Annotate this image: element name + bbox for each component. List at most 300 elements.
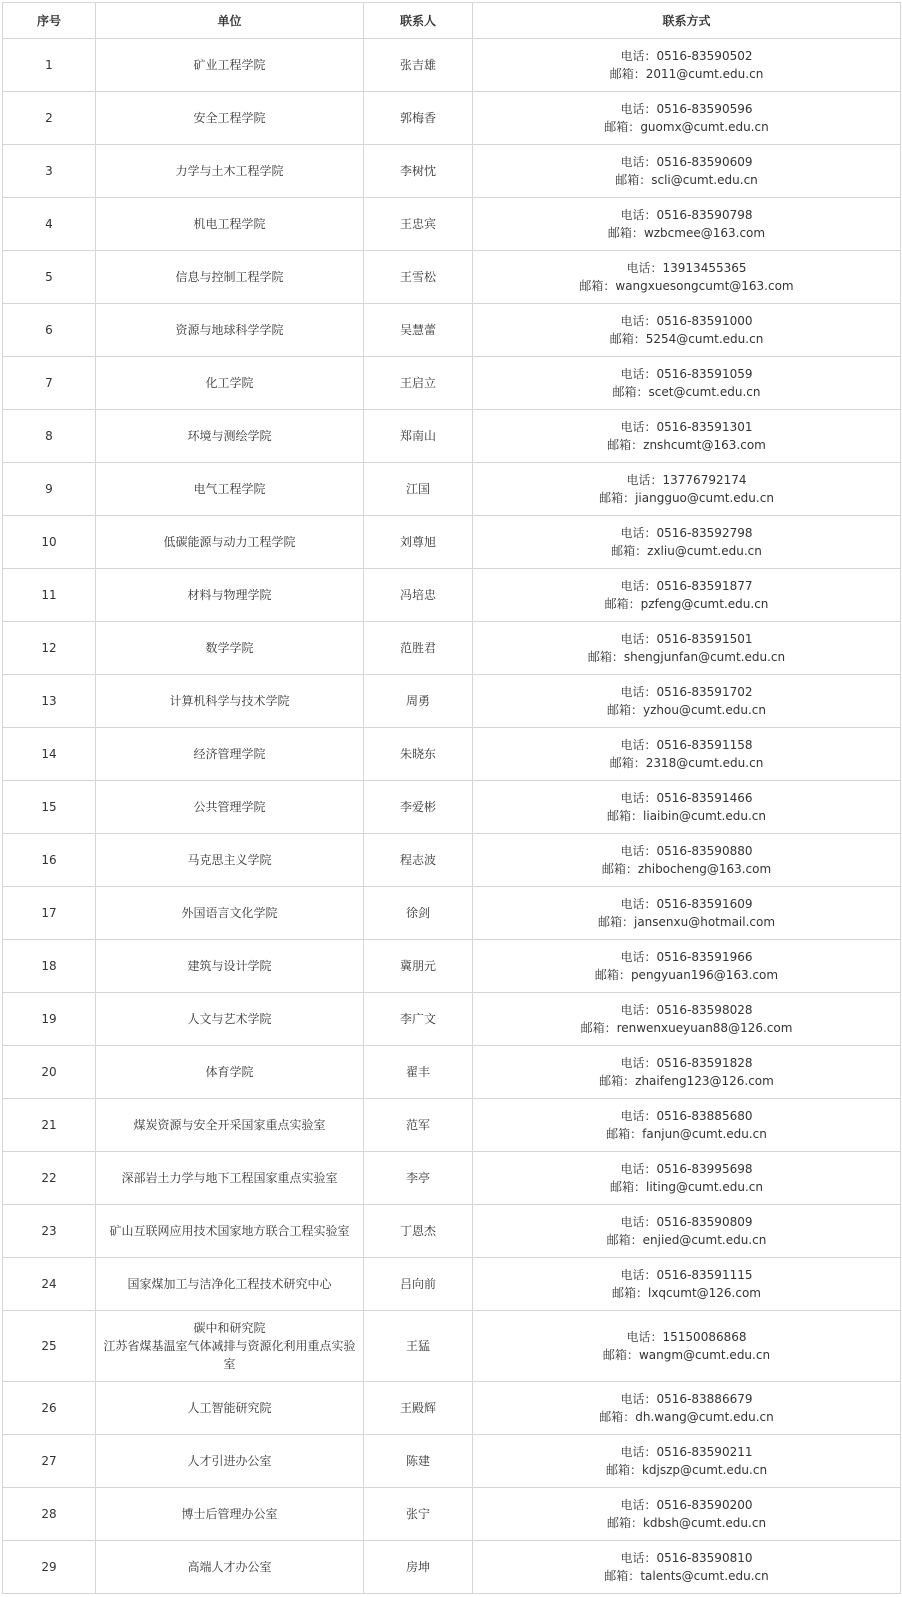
phone-label: 电话： <box>620 1392 657 1406</box>
table-row <box>3 410 901 463</box>
phone-line <box>477 789 896 807</box>
phone-label: 电话： <box>620 579 657 593</box>
email-label: 邮箱： <box>601 862 638 876</box>
email-label: 邮箱： <box>606 1233 643 1247</box>
email-line <box>477 171 896 189</box>
phone-line <box>477 1213 896 1231</box>
email-label: 邮箱： <box>605 1463 642 1477</box>
unit-name: 低碳能源与动力工程学院 <box>163 535 296 549</box>
email-value: renwenxueyuan88@126.com <box>616 1021 793 1035</box>
row-contact-person: 李亭 <box>364 1152 473 1205</box>
row-unit <box>96 993 364 1046</box>
email-label: 邮箱： <box>609 67 646 81</box>
email-value: liting@cumt.edu.cn <box>646 1180 763 1194</box>
phone-value: 0516-83591115 <box>656 1268 753 1282</box>
email-line <box>477 224 896 242</box>
row-index: 7 <box>3 357 96 410</box>
phone-line <box>477 418 896 436</box>
row-index: 13 <box>3 675 96 728</box>
phone-value: 0516-83590596 <box>656 102 753 116</box>
email-value: wangm@cumt.edu.cn <box>638 1348 771 1362</box>
phone-value: 0516-83591301 <box>656 420 753 434</box>
email-label: 邮箱： <box>604 597 641 611</box>
row-index: 26 <box>3 1382 96 1435</box>
phone-line <box>477 259 896 277</box>
phone-value: 0516-83590810 <box>656 1551 753 1565</box>
row-contact-method <box>473 1311 901 1382</box>
table-row <box>3 940 901 993</box>
row-unit <box>96 675 364 728</box>
row-index: 11 <box>3 569 96 622</box>
row-unit <box>96 1099 364 1152</box>
phone-value: 0516-83590211 <box>656 1445 753 1459</box>
email-label: 邮箱： <box>599 1074 636 1088</box>
row-contact-person: 李广文 <box>364 993 473 1046</box>
table-row <box>3 1152 901 1205</box>
row-index: 17 <box>3 887 96 940</box>
email-line <box>477 489 896 507</box>
row-contact-person: 王殿辉 <box>364 1382 473 1435</box>
email-value: zhaifeng123@126.com <box>635 1074 774 1088</box>
row-contact-method <box>473 251 901 304</box>
row-unit <box>96 834 364 887</box>
email-label: 邮箱： <box>610 1180 647 1194</box>
row-unit <box>96 1435 364 1488</box>
table-row <box>3 1311 901 1382</box>
email-line <box>477 277 896 295</box>
row-contact-person: 郑南山 <box>364 410 473 463</box>
phone-line <box>477 365 896 383</box>
row-contact-person: 周勇 <box>364 675 473 728</box>
row-index: 24 <box>3 1258 96 1311</box>
phone-line <box>477 1328 896 1346</box>
table-row <box>3 39 901 92</box>
row-contact-person: 翟丰 <box>364 1046 473 1099</box>
row-contact-person: 陈建 <box>364 1435 473 1488</box>
phone-line <box>477 1266 896 1284</box>
row-unit <box>96 1382 364 1435</box>
row-contact-method <box>473 781 901 834</box>
phone-line <box>477 100 896 118</box>
email-line <box>477 1284 896 1302</box>
phone-value: 0516-83598028 <box>656 1003 753 1017</box>
email-line <box>477 1567 896 1585</box>
row-unit <box>96 1488 364 1541</box>
row-index: 19 <box>3 993 96 1046</box>
email-value: lxqcumt@126.com <box>648 1286 761 1300</box>
row-contact-person: 冯培忠 <box>364 569 473 622</box>
row-contact-method <box>473 940 901 993</box>
row-index: 16 <box>3 834 96 887</box>
email-line <box>477 1231 896 1249</box>
row-contact-method <box>473 887 901 940</box>
unit-name: 外国语言文化学院 <box>181 906 278 920</box>
row-unit <box>96 516 364 569</box>
phone-line <box>477 312 896 330</box>
phone-label: 电话： <box>620 1551 657 1565</box>
phone-value: 0516-83591466 <box>656 791 753 805</box>
email-label: 邮箱： <box>607 809 644 823</box>
table-row <box>3 92 901 145</box>
row-index: 25 <box>3 1311 96 1382</box>
unit-name: 人工智能研究院 <box>187 1401 272 1415</box>
phone-value: 0516-83591000 <box>656 314 753 328</box>
row-contact-method <box>473 993 901 1046</box>
row-contact-method <box>473 1205 901 1258</box>
phone-label: 电话： <box>626 1330 663 1344</box>
table-row <box>3 622 901 675</box>
email-line <box>477 966 896 984</box>
phone-value: 0516-83591877 <box>656 579 753 593</box>
row-index: 23 <box>3 1205 96 1258</box>
unit-name: 建筑与设计学院 <box>187 959 272 973</box>
email-value: wangxuesongcumt@163.com <box>615 279 794 293</box>
phone-value: 0516-83590200 <box>656 1498 753 1512</box>
row-unit <box>96 887 364 940</box>
table-row <box>3 1099 901 1152</box>
email-value: jansenxu@hotmail.com <box>633 915 776 929</box>
email-value: guomx@cumt.edu.cn <box>640 120 769 134</box>
row-contact-method <box>473 39 901 92</box>
phone-value: 13913455365 <box>662 261 747 275</box>
row-unit <box>96 622 364 675</box>
phone-label: 电话： <box>626 473 663 487</box>
table-row <box>3 357 901 410</box>
email-label: 邮箱： <box>599 491 636 505</box>
phone-label: 电话： <box>620 632 657 646</box>
email-line <box>477 701 896 719</box>
phone-value: 0516-83591966 <box>656 950 753 964</box>
phone-value: 0516-83590798 <box>656 208 753 222</box>
header-unit: 单位 <box>96 3 364 39</box>
table-row <box>3 1541 901 1594</box>
table-row <box>3 1205 901 1258</box>
email-line <box>477 754 896 772</box>
email-line <box>477 648 896 666</box>
row-unit <box>96 569 364 622</box>
table-row <box>3 728 901 781</box>
phone-label: 电话： <box>620 897 657 911</box>
unit-name: 博士后管理办公室 <box>181 1507 278 1521</box>
row-contact-person: 徐剑 <box>364 887 473 940</box>
row-contact-method <box>473 304 901 357</box>
email-value: fanjun@cumt.edu.cn <box>642 1127 767 1141</box>
email-value: kdjszp@cumt.edu.cn <box>641 1463 768 1477</box>
row-unit <box>96 92 364 145</box>
row-contact-method <box>473 357 901 410</box>
row-contact-person: 王忠宾 <box>364 198 473 251</box>
phone-label: 电话： <box>620 49 657 63</box>
unit-name: 机电工程学院 <box>193 217 266 231</box>
row-index: 20 <box>3 1046 96 1099</box>
email-line <box>477 1178 896 1196</box>
email-label: 邮箱： <box>587 650 624 664</box>
table-row <box>3 1488 901 1541</box>
email-line <box>477 807 896 825</box>
header-index: 序号 <box>3 3 96 39</box>
row-unit <box>96 1311 364 1382</box>
email-line <box>477 595 896 613</box>
table-row <box>3 781 901 834</box>
phone-line <box>477 1054 896 1072</box>
email-line <box>477 1408 896 1426</box>
phone-line <box>477 47 896 65</box>
row-contact-person: 张吉雄 <box>364 39 473 92</box>
email-label: 邮箱： <box>579 279 616 293</box>
table-row <box>3 569 901 622</box>
row-unit <box>96 39 364 92</box>
email-label: 邮箱： <box>609 332 646 346</box>
row-contact-method <box>473 1435 901 1488</box>
row-contact-person: 房坤 <box>364 1541 473 1594</box>
row-unit <box>96 1046 364 1099</box>
email-line <box>477 383 896 401</box>
row-contact-person: 程志波 <box>364 834 473 887</box>
row-index: 2 <box>3 92 96 145</box>
unit-name: 计算机科学与技术学院 <box>169 694 290 708</box>
unit-name: 体育学院 <box>205 1065 254 1079</box>
unit-name: 人才引进办公室 <box>187 1454 272 1468</box>
phone-line <box>477 153 896 171</box>
unit-name: 力学与土木工程学院 <box>175 164 284 178</box>
table-row <box>3 463 901 516</box>
phone-value: 0516-83592798 <box>656 526 753 540</box>
row-unit <box>96 1205 364 1258</box>
table-row <box>3 834 901 887</box>
phone-value: 0516-83591609 <box>656 897 753 911</box>
row-unit <box>96 728 364 781</box>
email-value: shengjunfan@cumt.edu.cn <box>623 650 786 664</box>
phone-label: 电话： <box>620 1162 657 1176</box>
unit-name: 经济管理学院 <box>193 747 266 761</box>
email-value: 2318@cumt.edu.cn <box>645 756 764 770</box>
phone-line <box>477 895 896 913</box>
table-row <box>3 145 901 198</box>
phone-value: 0516-83591158 <box>656 738 753 752</box>
row-index: 22 <box>3 1152 96 1205</box>
email-label: 邮箱： <box>599 1410 636 1424</box>
unit-name: 安全工程学院 <box>193 111 266 125</box>
email-value: zxliu@cumt.edu.cn <box>647 544 762 558</box>
row-contact-person: 李爱彬 <box>364 781 473 834</box>
phone-value: 0516-83590880 <box>656 844 753 858</box>
contact-table <box>2 2 901 1594</box>
phone-label: 电话： <box>620 791 657 805</box>
email-line <box>477 330 896 348</box>
email-line <box>477 860 896 878</box>
row-contact-method <box>473 1541 901 1594</box>
email-value: scli@cumt.edu.cn <box>651 173 758 187</box>
phone-value: 0516-83995698 <box>656 1162 753 1176</box>
row-contact-method <box>473 1382 901 1435</box>
row-contact-person: 李树忱 <box>364 145 473 198</box>
row-unit <box>96 940 364 993</box>
row-index: 8 <box>3 410 96 463</box>
phone-label: 电话： <box>620 1268 657 1282</box>
table-row <box>3 1046 901 1099</box>
phone-line <box>477 1496 896 1514</box>
row-unit <box>96 198 364 251</box>
unit-name: 马克思主义学院 <box>187 853 272 867</box>
email-label: 邮箱： <box>606 1127 643 1141</box>
table-row <box>3 516 901 569</box>
table-row <box>3 198 901 251</box>
phone-line <box>477 1001 896 1019</box>
row-index: 1 <box>3 39 96 92</box>
email-value: pzfeng@cumt.edu.cn <box>640 597 769 611</box>
table-row <box>3 993 901 1046</box>
row-contact-method <box>473 728 901 781</box>
email-value: zhibocheng@163.com <box>637 862 772 876</box>
row-contact-person: 范军 <box>364 1099 473 1152</box>
table-body <box>3 39 901 1594</box>
phone-value: 0516-83591501 <box>656 632 753 646</box>
unit-name: 信息与控制工程学院 <box>175 270 284 284</box>
row-unit <box>96 145 364 198</box>
row-contact-person: 王雪松 <box>364 251 473 304</box>
email-value: talents@cumt.edu.cn <box>640 1569 769 1583</box>
row-index: 21 <box>3 1099 96 1152</box>
row-contact-person: 张宁 <box>364 1488 473 1541</box>
table-row <box>3 251 901 304</box>
email-value: yzhou@cumt.edu.cn <box>643 703 766 717</box>
phone-label: 电话： <box>620 1109 657 1123</box>
row-contact-method <box>473 145 901 198</box>
row-contact-person: 王猛 <box>364 1311 473 1382</box>
row-unit <box>96 1541 364 1594</box>
email-label: 邮箱： <box>597 915 634 929</box>
row-contact-method <box>473 569 901 622</box>
unit-name: 江苏省煤基温室气体减排与资源化利用重点实验室 <box>103 1339 356 1371</box>
row-index: 3 <box>3 145 96 198</box>
email-line <box>477 1514 896 1532</box>
email-value: 2011@cumt.edu.cn <box>645 67 764 81</box>
email-value: wzbcmee@163.com <box>643 226 766 240</box>
phone-label: 电话： <box>620 1498 657 1512</box>
phone-label: 电话： <box>620 1215 657 1229</box>
phone-line <box>477 630 896 648</box>
header-contact: 联系人 <box>364 3 473 39</box>
email-line <box>477 118 896 136</box>
row-contact-method <box>473 1152 901 1205</box>
email-line <box>477 1019 896 1037</box>
table-row <box>3 1382 901 1435</box>
phone-label: 电话： <box>620 844 657 858</box>
unit-name: 材料与物理学院 <box>187 588 272 602</box>
header-row <box>3 3 901 39</box>
email-label: 邮箱： <box>615 173 652 187</box>
row-contact-person: 吕向前 <box>364 1258 473 1311</box>
row-contact-person: 冀朋元 <box>364 940 473 993</box>
row-index: 15 <box>3 781 96 834</box>
row-contact-method <box>473 1046 901 1099</box>
email-value: 5254@cumt.edu.cn <box>645 332 764 346</box>
row-unit <box>96 357 364 410</box>
unit-name: 数学学院 <box>205 641 254 655</box>
table-row <box>3 1258 901 1311</box>
unit-name: 矿山互联网应用技术国家地方联合工程实验室 <box>109 1224 350 1238</box>
phone-line <box>477 683 896 701</box>
phone-label: 电话： <box>620 155 657 169</box>
row-index: 9 <box>3 463 96 516</box>
row-index: 4 <box>3 198 96 251</box>
row-contact-method <box>473 622 901 675</box>
email-line <box>477 436 896 454</box>
row-contact-method <box>473 92 901 145</box>
unit-name: 环境与测绘学院 <box>187 429 272 443</box>
email-value: pengyuan196@163.com <box>630 968 779 982</box>
email-value: jiangguo@cumt.edu.cn <box>635 491 774 505</box>
phone-value: 0516-83591828 <box>656 1056 753 1070</box>
table-row <box>3 304 901 357</box>
unit-name: 国家煤加工与洁净化工程技术研究中心 <box>127 1277 332 1291</box>
unit-name: 深部岩土力学与地下工程国家重点实验室 <box>121 1171 338 1185</box>
phone-line <box>477 1549 896 1567</box>
phone-value: 0516-83590502 <box>656 49 753 63</box>
table-row <box>3 675 901 728</box>
table-row <box>3 887 901 940</box>
row-unit <box>96 463 364 516</box>
row-contact-person: 刘尊旭 <box>364 516 473 569</box>
email-value: znshcumt@163.com <box>643 438 766 452</box>
row-index: 5 <box>3 251 96 304</box>
phone-value: 0516-83886679 <box>656 1392 753 1406</box>
email-line <box>477 65 896 83</box>
email-label: 邮箱： <box>607 226 644 240</box>
phone-label: 电话： <box>620 420 657 434</box>
phone-value: 15150086868 <box>662 1330 747 1344</box>
email-label: 邮箱： <box>611 544 648 558</box>
phone-line <box>477 206 896 224</box>
phone-line <box>477 1390 896 1408</box>
phone-label: 电话： <box>620 367 657 381</box>
row-contact-method <box>473 675 901 728</box>
phone-line <box>477 1443 896 1461</box>
phone-label: 电话： <box>620 950 657 964</box>
phone-line <box>477 524 896 542</box>
row-index: 12 <box>3 622 96 675</box>
row-contact-person: 郭梅香 <box>364 92 473 145</box>
phone-line <box>477 1160 896 1178</box>
row-contact-method <box>473 1488 901 1541</box>
table-row <box>3 1435 901 1488</box>
email-value: kdbsh@cumt.edu.cn <box>642 1516 767 1530</box>
row-contact-person: 范胜君 <box>364 622 473 675</box>
phone-label: 电话： <box>620 685 657 699</box>
unit-name: 高端人才办公室 <box>187 1560 272 1574</box>
unit-name: 人文与艺术学院 <box>187 1012 272 1026</box>
email-label: 邮箱： <box>604 1569 641 1583</box>
row-index: 27 <box>3 1435 96 1488</box>
email-value: liaibin@cumt.edu.cn <box>643 809 766 823</box>
row-unit <box>96 1258 364 1311</box>
unit-name: 资源与地球科学学院 <box>175 323 284 337</box>
header-method: 联系方式 <box>473 3 901 39</box>
row-index: 18 <box>3 940 96 993</box>
email-value: scet@cumt.edu.cn <box>648 385 761 399</box>
email-label: 邮箱： <box>580 1021 617 1035</box>
email-value: dh.wang@cumt.edu.cn <box>635 1410 774 1424</box>
email-label: 邮箱： <box>606 1516 643 1530</box>
email-label: 邮箱： <box>612 385 649 399</box>
row-contact-person: 江国 <box>364 463 473 516</box>
row-index: 28 <box>3 1488 96 1541</box>
phone-label: 电话： <box>620 208 657 222</box>
unit-name: 碳中和研究院 <box>193 1321 266 1335</box>
row-index: 29 <box>3 1541 96 1594</box>
phone-label: 电话： <box>620 1003 657 1017</box>
row-contact-method <box>473 1258 901 1311</box>
